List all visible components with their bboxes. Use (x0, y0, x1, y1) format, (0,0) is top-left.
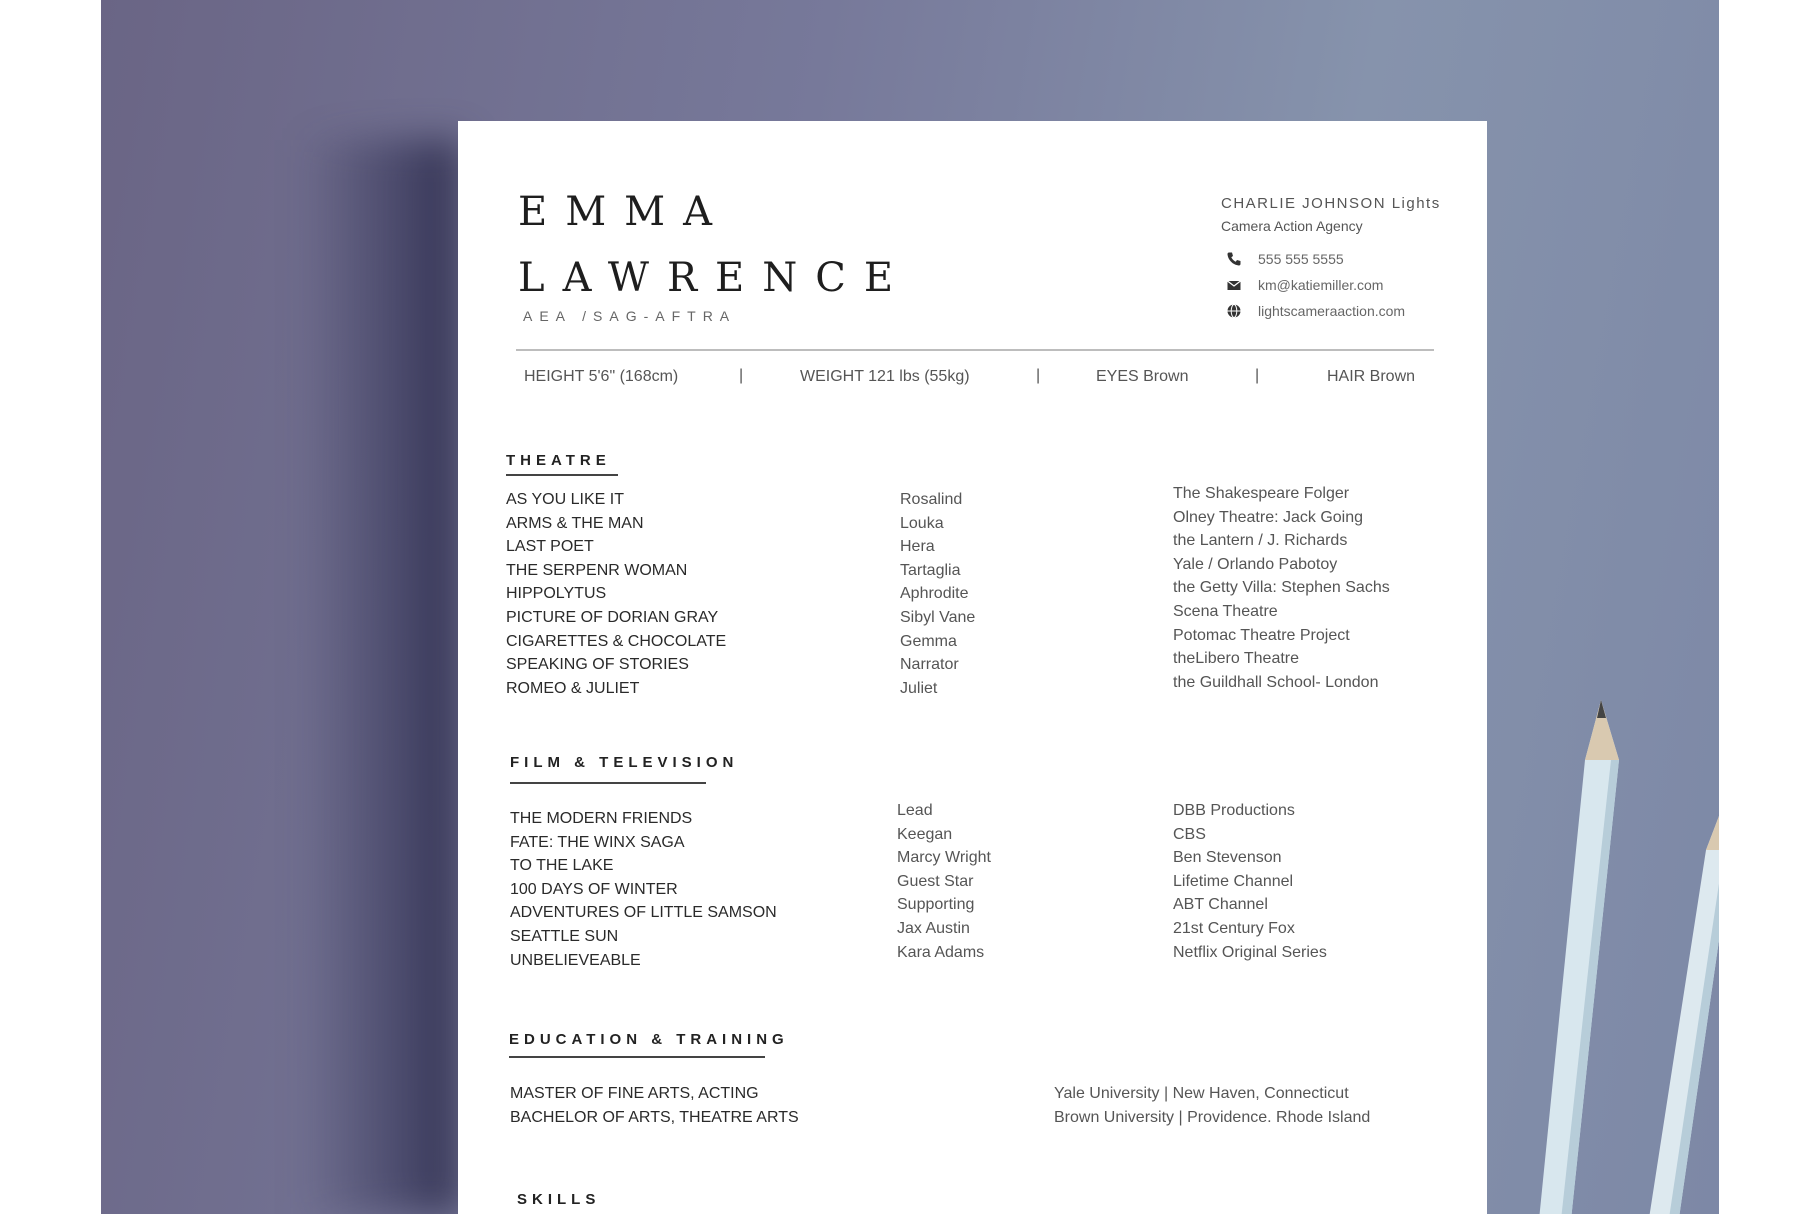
list-item: TO THE LAKE (510, 857, 614, 875)
list-item: 21st Century Fox (1173, 919, 1295, 937)
list-item: Jax Austin (897, 919, 970, 937)
list-item: Potomac Theatre Project (1173, 626, 1350, 644)
list-item: The Shakespeare Folger (1173, 485, 1350, 502)
list-item: Kara Adams (897, 943, 985, 961)
list-item: Aphrodite (900, 585, 969, 603)
header-divider (516, 349, 1434, 351)
list-item: Yale / Orlando Pabotoy (1173, 555, 1338, 573)
list-item: MASTER OF FINE ARTS, ACTING (510, 1085, 759, 1102)
stat-weight: WEIGHT 121 lbs (55kg) (800, 368, 970, 385)
desk-background (101, 0, 1719, 1214)
list-item: THE SERPENR WOMAN (506, 561, 688, 579)
stat-separator: | (739, 367, 744, 384)
list-item: PICTURE OF DORIAN GRAY (506, 608, 719, 626)
list-item: SPEAKING OF STORIES (506, 656, 689, 674)
list-item: Hera (900, 538, 935, 556)
film-roles (897, 799, 991, 964)
education-schools (1054, 1082, 1370, 1129)
list-item: Narrator (900, 656, 959, 674)
stat-hair: HAIR Brown (1327, 368, 1416, 385)
list-item: Marcy Wright (897, 849, 991, 867)
list-item: CBS (1173, 825, 1206, 843)
list-item: the Getty Villa: Stephen Sachs (1173, 579, 1390, 597)
contact-website (1226, 303, 1405, 319)
list-item: Tartaglia (900, 561, 961, 579)
list-item: the Guildhall School- London (1173, 673, 1379, 691)
agency-subtitle: Camera Action Agency (1221, 218, 1363, 234)
list-item: Supporting (897, 896, 975, 914)
skills-heading: SKILLS (517, 1191, 601, 1208)
phone-number: 555 555 5555 (1258, 251, 1344, 267)
theatre-roles (900, 488, 975, 700)
list-item: ROMEO & JULIET (506, 679, 640, 697)
first-name: EMMA (518, 189, 730, 235)
film-companies (1173, 799, 1327, 964)
email-address: km@katiemiller.com (1258, 277, 1384, 293)
globe-icon (1226, 303, 1242, 319)
contact-email (1226, 277, 1383, 293)
list-item: Keegan (897, 825, 953, 843)
list-item: HIPPOLYTUS (506, 585, 607, 603)
list-item: THE MODERN FRIENDS (510, 810, 693, 827)
stat-separator: | (1255, 367, 1260, 384)
list-item: 100 DAYS OF WINTER (510, 880, 678, 898)
list-item: Gemma (900, 632, 957, 650)
list-item: FATE: THE WINX SAGA (510, 833, 685, 851)
list-item: UNBELIEVEABLE (510, 951, 641, 969)
theatre-heading: THEATRE (506, 452, 611, 469)
list-item: Louka (900, 514, 944, 532)
list-item: Netflix Original Series (1173, 943, 1327, 961)
film-underline (510, 782, 706, 784)
list-item: AS YOU LIKE IT (506, 491, 624, 508)
envelope-icon (1226, 277, 1242, 293)
last-name: LAWRENCE (518, 255, 912, 301)
list-item: Olney Theatre: Jack Going (1173, 508, 1364, 526)
education-heading: EDUCATION & TRAINING (509, 1031, 789, 1048)
list-item: ADVENTURES OF LITTLE SAMSON (510, 904, 777, 922)
list-item: SEATTLE SUN (510, 927, 619, 945)
stat-eyes: EYES Brown (1096, 368, 1189, 385)
paper-shadow (301, 140, 461, 1214)
list-item: Juliet (900, 679, 938, 697)
list-item: theLibero Theatre (1173, 650, 1300, 668)
list-item: Yale University | New Haven, Connecticut (1054, 1085, 1349, 1102)
theatre-underline (506, 474, 618, 476)
list-item: Lead (897, 802, 933, 819)
list-item: CIGARETTES & CHOCOLATE (506, 632, 727, 650)
agency-name: CHARLIE JOHNSON Lights (1221, 195, 1441, 212)
pencil-right (1636, 795, 1719, 1214)
film-productions (510, 807, 777, 972)
stat-separator: | (1036, 367, 1041, 384)
theatre-productions (506, 488, 726, 700)
theatre-companies (1173, 482, 1390, 694)
contact-phone (1226, 251, 1344, 267)
list-item: BACHELOR OF ARTS, THEATRE ARTS (510, 1108, 799, 1126)
list-item: Rosalind (900, 491, 963, 508)
film-heading: FILM & TELEVISION (510, 754, 739, 771)
list-item: Brown University | Providence. Rhode Island (1054, 1108, 1371, 1126)
list-item: the Lantern / J. Richards (1173, 532, 1348, 550)
list-item: Lifetime Channel (1173, 872, 1294, 890)
education-degrees (510, 1082, 799, 1129)
list-item: Sibyl Vane (900, 608, 976, 626)
list-item: ABT Channel (1173, 896, 1268, 914)
list-item: Ben Stevenson (1173, 849, 1282, 867)
agency-block (1221, 193, 1441, 237)
education-underline (509, 1056, 765, 1058)
list-item: LAST POET (506, 538, 594, 556)
resume-page (458, 121, 1487, 1214)
list-item: Scena Theatre (1173, 602, 1278, 620)
phone-icon (1226, 251, 1242, 267)
list-item: Guest Star (897, 872, 974, 890)
union-affiliation: AEA /SAG-AFTRA (523, 308, 737, 324)
list-item: DBB Productions (1173, 802, 1295, 819)
website-url: lightscameraaction.com (1258, 303, 1406, 319)
stat-height: HEIGHT 5'6" (168cm) (524, 368, 679, 385)
list-item: ARMS & THE MAN (506, 514, 644, 532)
